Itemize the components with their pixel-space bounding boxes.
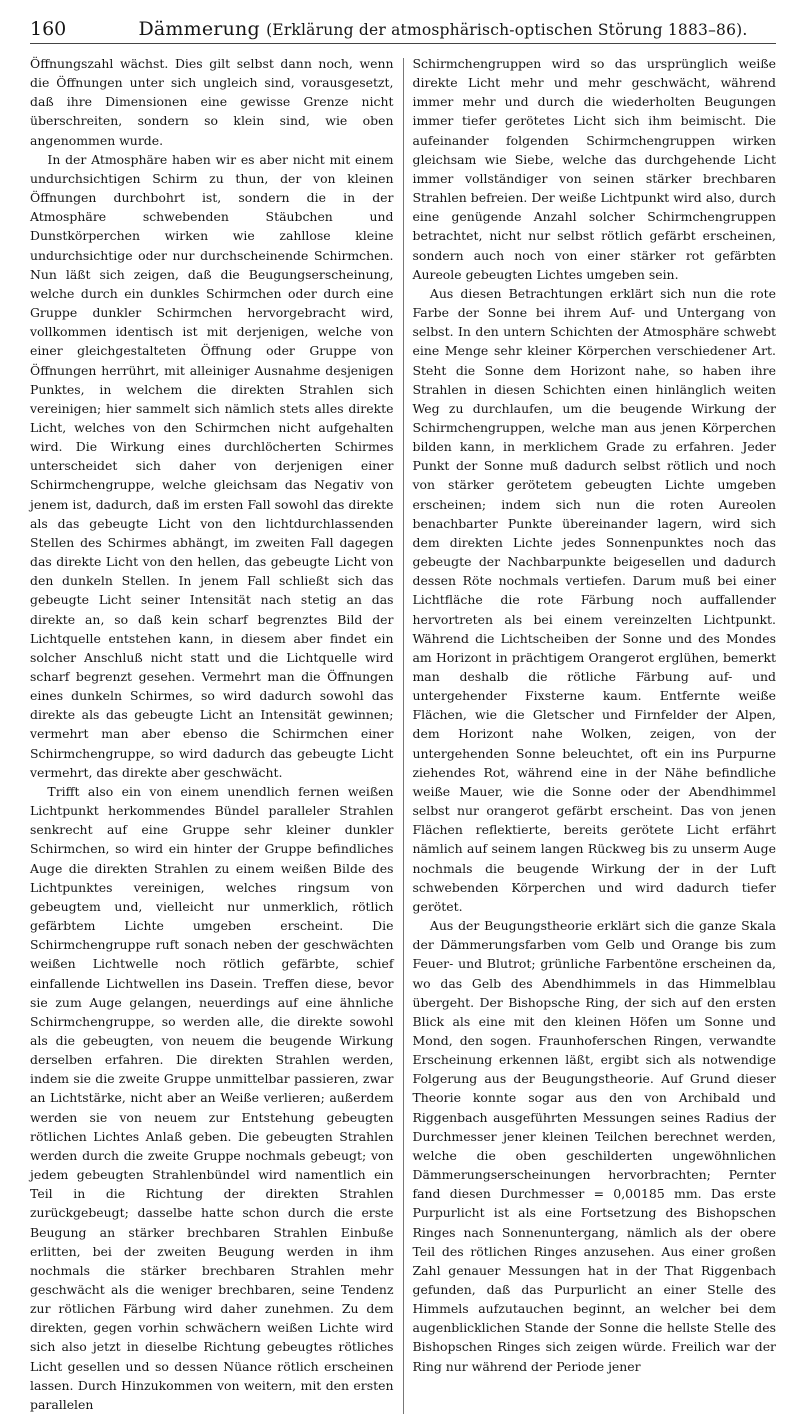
paragraph: Öffnungszahl wächst. Dies gilt selbst dann noch, wenn die Öffnungen unter sich ungleich sind, vorausgesetzt, daß ihre Dimensionen eine gewisse Grenze nicht überschreiten, sondern so klein sind, wie oben angenommen wurde. xyxy=(30,56,394,148)
running-head xyxy=(110,18,776,40)
right-column xyxy=(413,54,777,1414)
left-column xyxy=(30,54,394,1414)
paragraph: Aus der Beugungstheorie erklärt sich die ganze Skala der Dämmerungsfarben vom Gelb und Orange bis zum Feuer- und Blutrot; grünliche Farbentöne erscheinen da, wo das Gelb des Abendhimmels in das Himmelblau übergeht. Der Bishopsche Ring, der sich auf den ersten Blick als eine mit den kleinen Höfen um Sonne und Mond, den sogen. Fraunhoferschen Ringen, verwandte Erscheinung erkennen läßt, ergibt sich als notwendige Folgerung aus der Beugungstheorie. Auf Grund dieser Theorie konnte sogar aus den von Archibald und Riggenbach ausgeführten Messungen seines Radius der Durchmesser jener kleinen Teilchen berechnet werden, welche die oben geschilderten ungewöhnlichen Dämmerungserscheinungen hervorbrachten; Pernter fand diesen Durchmesser = 0,00185 mm. Das erste Purpurlicht ist als eine Fortsetzung des Bishopschen Ringes nach Sonnenuntergang, nämlich als der obere Teil des rötlichen Ringes anzusehen. Aus einer großen Zahl genauer Messungen hat in der That Riggenbach gefunden, daß das Purpurlicht an einer Stelle des Himmels aufzutauchen beginnt, an welcher bei dem augenblicklichen Stande der Sonne die hellste Stelle des Bishopschen Ringes sich zeigen würde. Freilich war der Ring nur während der Periode jener xyxy=(412,918,776,1374)
paragraph: Trifft also ein von einem unendlich fernen weißen Lichtpunkt herkommendes Bündel paralleler Strahlen senkrecht auf eine Gruppe sehr kleiner dunkler Schirmchen, so wird ein hinter der Gruppe befindliches Auge die direkten Strahlen zu einem weißen Bilde des Lichtpunktes vereinigen, welches ringsum von gebeugtem und, vielleicht nur unmerklich, rötlich gefärbtem Lichte umgeben erscheint. Die Schirmchengruppe ruft sonach neben der geschwächten weißen Lichtwelle noch rötlich gefärbte, schief einfallende Lichtwellen ins Dasein. Treffen diese, bevor sie zum Auge gelangen, neuerdings auf eine ähnliche Schirmchengruppe, so werden alle, die direkte sowohl als die gebeugten, von neuem die beugende Wirkung derselben erfahren. Die direkten Strahlen werden, indem sie die zweite Gruppe unmittelbar passieren, zwar an Lichtstärke, nicht aber an Weiße verlieren; außerdem werden sie von neuem zur Entstehung gebeugten rötlichen Lichtes Anlaß geben. Die gebeugten Strahlen werden durch die zweite Gruppe nochmals gebeugt; von jedem gebeugten Strahlenbündel wird namentlich ein Teil in die Richtung der direkten Strahlen zurückgebeugt; dasselbe hatte schon durch die erste Beugung an stärker brechbaren Strahlen Einbuße erlitten, bei der zweiten Beugung werden in ihm nochmals die stärker brechbaren Strahlen mehr geschwächt als die weniger brechbaren, seine Tendenz zur rötlichen Färbung wird daher zunehmen. Zu dem direkten, gegen vorhin schwächern weißen Lichte wird sich also jetzt in dieselbe Richtung gebeugtes rötliches Licht gesellen und so dessen Nüance rötlich erscheinen lassen. Durch Hinzukommen von weitern, mit den ersten parallelen xyxy=(30,783,394,1412)
page-header xyxy=(30,0,776,44)
paragraph: Aus diesen Betrachtungen erklärt sich nun die rote Farbe der Sonne bei ihrem Auf- und Untergang von selbst. In den untern Schichten der Atmosphäre schwebt eine Menge sehr kleiner Körperchen verschiedener Art. Steht die Sonne dem Horizont nahe, so haben ihre Strahlen in diesen Schichten einen hinlänglich weiten Weg zu durchlaufen, um die beugende Wirkung der Schirmchengruppen, welche man aus jenen Körperchen bilden kann, in merklichem Grade zu erfahren. Jeder Punkt der Sonne muß dadurch selbst rötlich und noch von stärker gerötetem gebeugten Lichte umgeben erscheinen; indem sich nun die roten Aureolen benachbarter Punkte übereinander lagern, wird sich dem direkten Lichte jedes Sonnenpunktes noch das gebeugte der Nachbarpunkte beigesellen und dadurch dessen Röte nochmals vertiefen. Darum muß bei einer Lichtfläche die rote Färbung noch auffallender hervortreten als bei einem vereinzelten Lichtpunkt. Während die Lichtscheiben der Sonne und des Mondes am Horizont in prächtigem Orangerot erglühen, bemerkt man deshalb die rötliche Färbung auf- und untergehender Fixsterne kaum. Entfernte weiße Flächen, wie die Gletscher und Firnfelder der Alpen, dem Horizont nahe Wolken, zeigen, von der untergehenden Sonne beleuchtet, oft ein ins Purpurne ziehendes Rot, während eine in der Nähe befindliche weiße Mauer, wie die Sonne oder der Abendhimmel selbst nur orangerot gefärbt erscheint. Das von jenen Flächen reflektierte, bereits gerötete Licht erfährt nämlich auf seinem langen Rückweg bis zu unserm Auge nochmals die beugende Wirkung der in der Luft schwebenden Körperchen und wird dadurch tiefer gerötet. xyxy=(412,285,776,914)
column-divider xyxy=(403,58,404,1414)
page-number: 160 xyxy=(30,18,67,40)
text-columns xyxy=(30,54,776,1412)
paragraph: Schirmchengruppen wird so das ursprünglich weiße direkte Licht mehr und mehr geschwächt, während immer mehr und durch die wiederholten Beugungen immer tiefer gerötetes Licht sich ihm beimischt. Die aufeinander folgenden Schirmchengruppen wirken gleichsam wie Siebe, welche das durchgehende Licht immer vollständiger von seinen stärker brechbaren Strahlen befreien. Der weiße Lichtpunkt wird also, durch eine genügende Anzahl solcher Schirmchengruppen betrachtet, nicht nur selbst rötlich gefärbt erscheinen, sondern auch noch von einer stärker rot gefärbten Aureole gebeugten Lichtes umgeben sein. xyxy=(412,56,776,282)
running-head-title: Dämmerung xyxy=(138,18,260,40)
paragraph: In der Atmosphäre haben wir es aber nicht mit einem undurchsichtigen Schirm zu thun, der von kleinen Öffnungen durchbohrt ist, sondern die in der Atmosphäre schwebenden Stäubchen und Dunstkörperchen wirken wie zahllose kleine undurchsichtige oder nur durchscheinende Schirmchen. Nun läßt sich zeigen, daß die Beugungserscheinung, welche durch ein dunkles Schirmchen oder durch eine Gruppe dunkler Schirmchen hervorgebracht wird, vollkommen identisch ist mit derjenigen, welche von einer gleichgestalteten Öffnung oder Gruppe von Öffnungen herrührt, mit alleiniger Ausnahme desjenigen Punktes, in welchem die direkten Strahlen sich vereinigen; hier sammelt sich nämlich stets alles direkte Licht, welches von den Schirmchen nicht aufgehalten wird. Die Wirkung eines durchlöcherten Schirmes unterscheidet sich daher von derjenigen einer Schirmchengruppe, welche gleichsam das Negativ von jenem ist, dadurch, daß im ersten Fall sowohl das direkte als das gebeugte Licht von den lichtdurchlassenden Stellen des Schirmes abhängt, im zweiten Fall dagegen das direkte Licht von den hellen, das gebeugte Licht von den dunkeln Stellen. In jenem Fall schließt sich das gebeugte Licht seiner Intensität nach stetig an das direkte an, so daß kein scharf begrenztes Bild der Lichtquelle entstehen kann, in diesem aber findet ein solcher Anschluß nicht statt und die Lichtquelle wird scharf begrenzt gesehen. Vermehrt man die Öffnungen eines dunkeln Schirmes, so wird dadurch sowohl das direkte als das gebeugte Licht an Intensität gewinnen; vermehrt man aber ebenso die Schirmchen einer Schirmchengruppe, so wird dadurch das gebeugte Licht vermehrt, das direkte aber geschwächt. xyxy=(30,151,394,780)
running-head-subtitle: (Erklärung der atmosphärisch-optischen Störung 1883–86). xyxy=(266,21,748,39)
